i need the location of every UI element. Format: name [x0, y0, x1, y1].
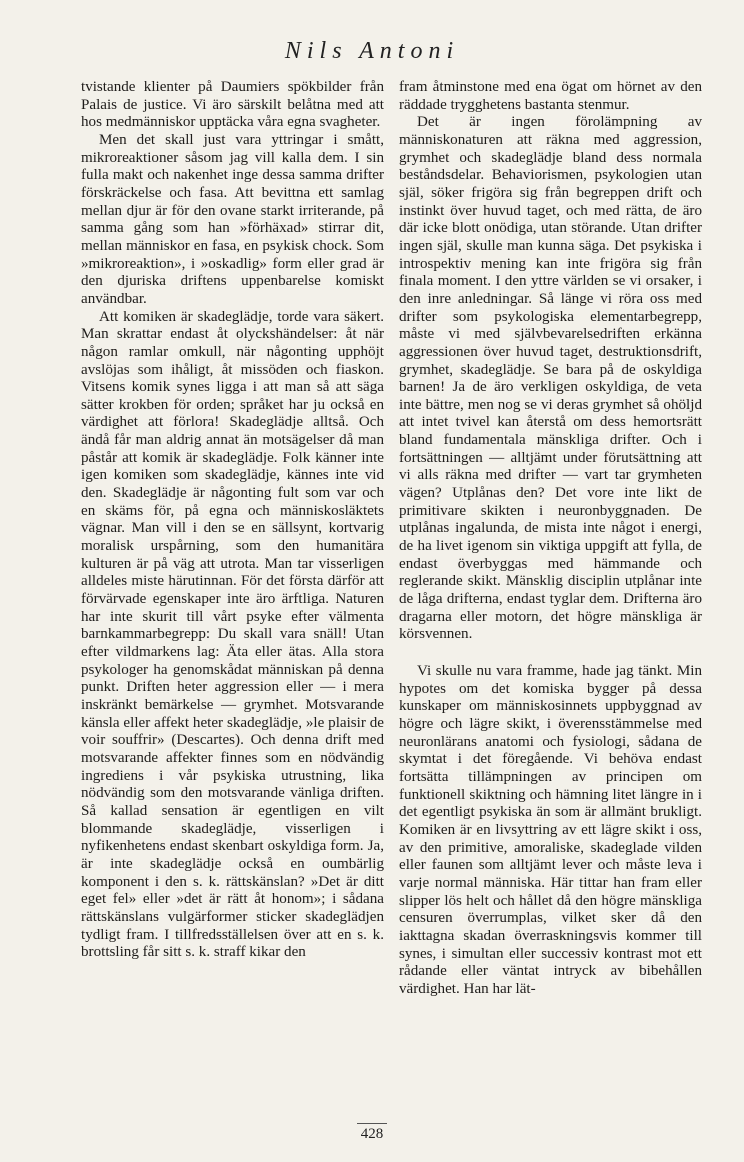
running-header: Nils Antoni [284, 38, 460, 64]
paragraph: Men det skall just vara yttringar i smått, mikroreaktioner såsom jag vill kalla dem. I sin fulla makt och nakenhet inge dessa samma drifter förskräckelse och fasa. Att bevittna ett samlag mellan djur är för den ovane starkt irriterande, på samma gång som han »förhäxad» stirrar dit, mellan människor en fasa, en psykisk chock. Som »mikroreaktion», i »oskadlig» form eller grad är den djuriska driftens uppenbarelse komiskt användbar. [81, 131, 384, 307]
left-text-column [81, 79, 384, 962]
paragraph: Att komiken är skadeglädje, torde vara säkert. Man skrattar endast åt olyckshändelser: åt när någon ramlar omkull, när någonting upphöjt avslöjas som ihåligt, åt missöden och fiaskon. Vitsens komik synes ligga i att man så att säga sätter krokben för orden; språket har ju också en värdighet att förlora! Skadeglädje alltså. Och ändå får man aldrig annat än motsägelser då man påstår att komik är skadeglädje. Folk känner inte igen komiken som skadeglädje, kännes inte vid den. Skadeglädje är någonting fult som var och en skäms för, på egna och människosläktets vägnar. Man vill i den se en sällsynt, kortvarig moralisk urspårning, som den humanitära kulturen är på väg att utrota. Man tar visserligen alldeles miste härutinnan. För det första därför att förvärvade egenskaper inte äro ärftliga. Naturen har inte skurit till vårt psyke efter välmenta barnkammarbegrepp: Du skall vara snäll! Utan efter vildmarkens lag: Äta eller ätas. Alla stora psykologer ha genomskådat människan på denna punkt. Driften heter aggression eller — i mera inskränkt bemärkelse — grymhet. Motsvarande känsla eller affekt heter skadeglädje, »le plaisir de voir souffrir» (Descartes). Och denna drift med motsvarande affekter finnes som en nödvändig ingrediens i vår psykiska utrustning, lika nödvändig som den motsvarande vänliga driften. Så kallad sensation är egentligen en vilt blommande skadeglädje, visserligen i nyfikenhetens endast skenbart oskyldiga form. Ja, är inte skadeglädje också en oumbärlig komponent i den s. k. rättskänslan? »Det är ditt eget fel» eller »det är rätt åt honom»; i sådana rättskänslans vulgärformer sticker skadeglädjen tydligt fram. I tillfredsställelsen över att en s. k. brottsling får sitt s. k. straff kikar den [81, 308, 384, 961]
paragraph: Det är ingen förolämpning av människonaturen att räkna med aggression, grymhet och skadeglädje bland dess normala beståndsdelar. Behaviorismen, psykologien utan själ, söker frigöra sig från begreppen drift och instinkt över huvud taget, och med rätta, de äro där icke blott onödiga, utan störande. Utan drifter ingen själ, skulle man kunna säga. Det psykiska i introspektiv mening kan inte frigöra sig från finala moment. I den yttre världen se vi orsaker, i den inre anledningar. Så länge vi röra oss med drifter som psykologiska elementarbegrepp, måste vi med självbevarelsedriften erkänna aggressionen över huvud taget, destruktionsdrift, grymhet, skadeglädje. Se bara på de oskyldiga barnen! Ja de äro verkligen oskyldiga, de veta inte bättre, men nog se vi deras grymhet så ohöljd att intet tvivel kan återstå om dess hemortsrätt bland fundamentala mänskliga drifter. Och i fortsättningen — alltjämt under förutsättning att vi alls räkna med drifter — vart tar grymheten vägen? Utplånas den? Det vore inte likt de primitivare skikten i neuronbyggnaden. De utplånas ingalunda, de mista inte något i energi, de ha livet igenom sin viktiga uppgift att fylla, de endast överbyggas med hämmande och reglerande skikt. Mänsklig disciplin utplånar inte de låga drifterna, endast tyglar dem. Drifterna äro dragarna eller motorn, det högre mänskliga är körsvennen. [399, 114, 702, 643]
paragraph: tvistande klienter på Daumiers spökbilder från Palais de justice. Vi äro särskilt belåtna med att hos medmänniskor upptäcka våra egna svagheter. [81, 79, 384, 131]
paragraph: Vi skulle nu vara framme, hade jag tänkt. Min hypotes om det komiska bygger på dessa kunskaper om människosinnets uppbyggnad av högre och lägre skikt, i överensstämmelse med neuronlärans anatomi och fysiologi, sådana de skymtat i det föregående. Vi behöva endast fortsätta tillämpningen av principen om funktionell skiktning och hämning litet längre in i det egentligt psykiska än som är allmänt brukligt. Komiken är en livsyttring av ett lägre skikt i oss, av den primitive, amoraliske, skadeglade vilden eller faunen som alltjämt lever och måste leva i varje normal människa. Här tittar han fram eller slipper lös helt och hållet då den högre mänskliga censuren överrumplas, vilket sker då den iakttagna skadan överraskningsvis kommer till synes, i simultan eller successiv kontrast mot ett rådande eller väntat intryck av bibehållen värdighet. Han har lät- [399, 663, 702, 997]
page-number [0, 1126, 744, 1143]
right-text-column [399, 79, 702, 998]
paragraph: fram åtminstone med ena ögat om hörnet av den räddade trygghetens bastanta stenmur. [399, 79, 702, 113]
page-number-text: 428 [357, 1123, 388, 1142]
